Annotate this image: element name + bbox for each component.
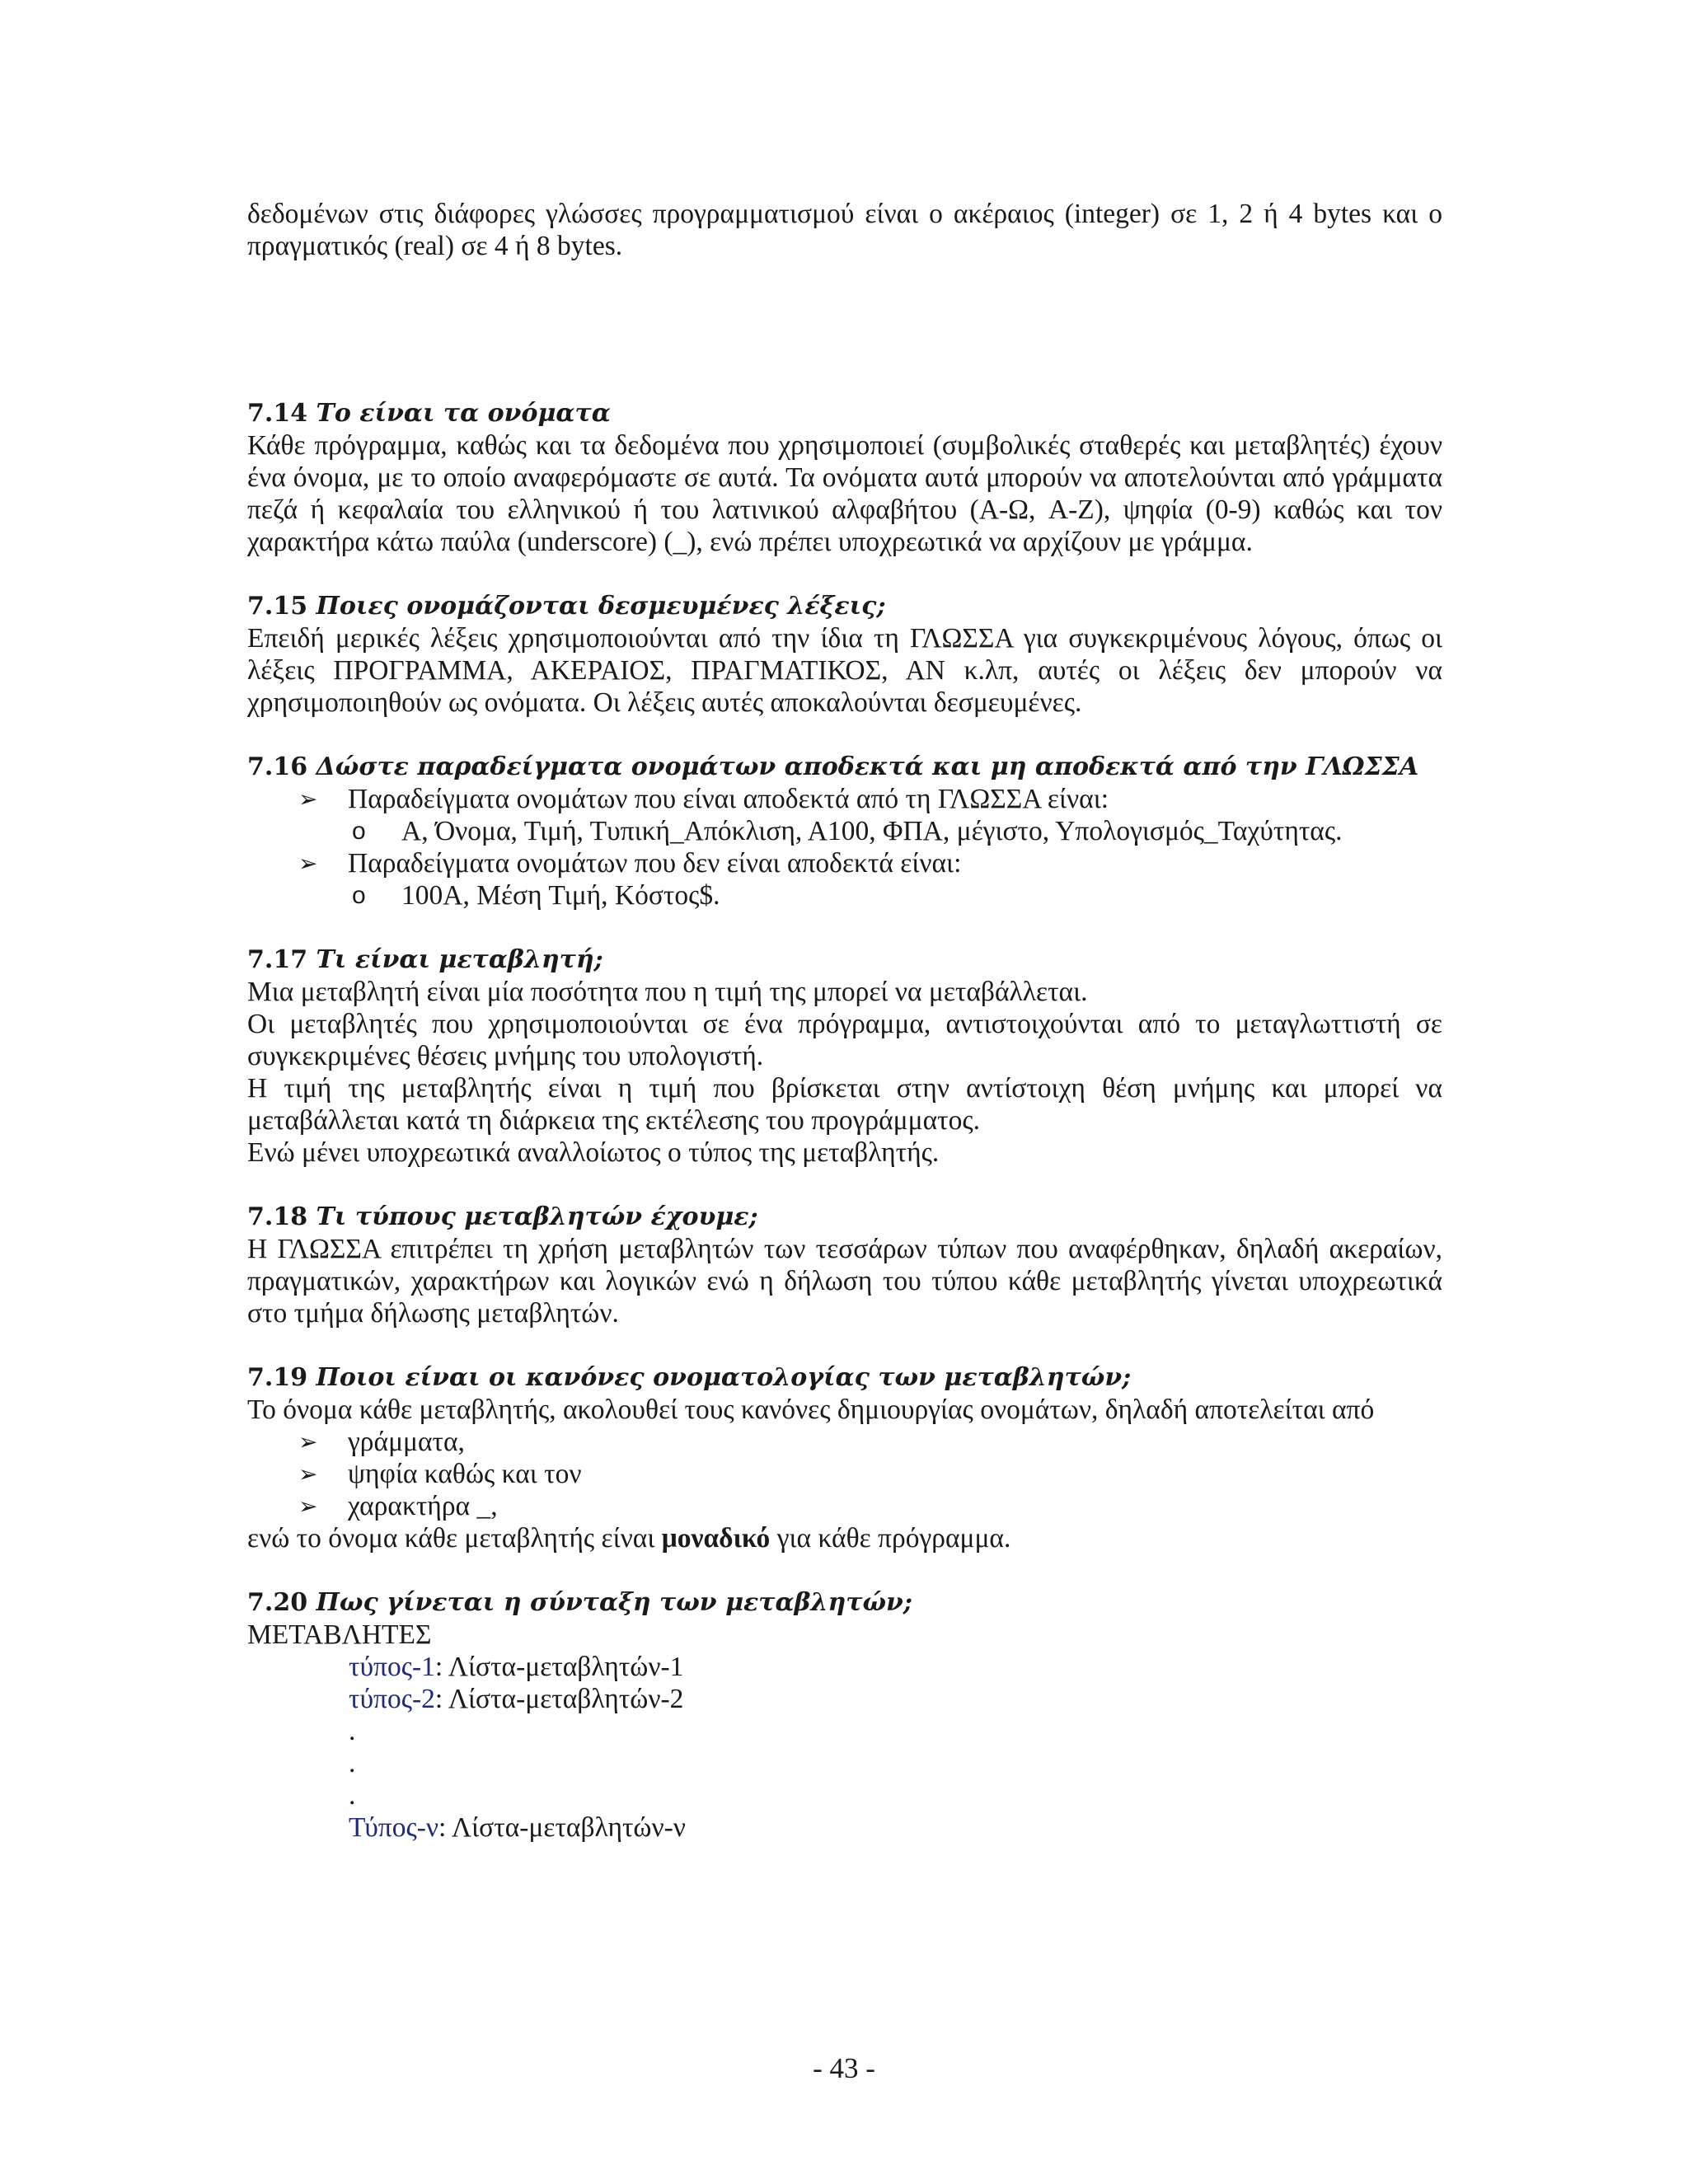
section-paragraph: Οι μεταβλητές που χρησιμοποιούνται σε ένα πρόγραμμα, αντιστοιχούνται από το μεταγλωττιστή σε συγκεκριμένες θέσεις μνήμης του υπολογιστή. (247, 1009, 1442, 1071)
ellipsis-dot: . (349, 1716, 356, 1746)
section-title: Τι τύπους μεταβλητών έχουμε; (316, 1202, 758, 1231)
section-paragraph: Επειδή μερικές λέξεις χρησιμοποιούνται από την ίδια τη ΓΛΩΣΣΑ για συγκεκριμένους λόγους, όπως οι λέξεις ΠΡΟΓΡΑΜΜΑ, ΑΚΕΡΑΙΟΣ, ΠΡΑΓΜΑΤΙΚΟΣ, ΑΝ κ.λπ, αυτές οι λέξεις δεν μπορούν να χρησιμοποιηθούν ως ονόματα. Οι λέξεις αυτές αποκαλούνται δεσμευμένες. (247, 623, 1442, 718)
page-number: - 43 - (813, 2052, 875, 2084)
declaration-line (349, 1683, 1442, 1715)
section-7-15 (247, 590, 1442, 719)
section-heading (247, 1586, 1442, 1619)
section-7-14 (247, 397, 1442, 558)
section-number: 7.15 (247, 592, 308, 621)
type-name: τύπος-2 (349, 1684, 435, 1714)
circle-bullet-icon: o (352, 882, 366, 909)
examples-list (247, 783, 1442, 912)
list-item (298, 783, 1442, 847)
declaration-keyword: ΜΕΤΑΒΛΗΤΕΣ (247, 1619, 432, 1650)
variable-list: : Λίστα-μεταβλητών-ν (438, 1812, 686, 1843)
section-heading (247, 1361, 1442, 1394)
section-number: 7.18 (247, 1202, 308, 1231)
circle-bullet-icon: o (352, 818, 366, 845)
sub-list-item (352, 815, 1442, 847)
section-title: Ποιες ονομάζονται δεσμευμένες λέξεις; (316, 592, 886, 621)
section-heading (247, 751, 1442, 783)
list-item (298, 847, 1442, 912)
section-heading (247, 1201, 1442, 1233)
arrow-bullet-icon: ➢ (298, 850, 318, 877)
declaration-line (349, 1811, 1442, 1844)
arrow-bullet-icon: ➢ (298, 1493, 318, 1520)
section-title: Πως γίνεται η σύνταξη των μεταβλητών; (316, 1588, 912, 1617)
list-item-text: γράμματα, (348, 1427, 465, 1457)
page-content (247, 198, 1442, 1844)
bold-text: μοναδικό (661, 1523, 771, 1554)
ellipsis-dot: . (349, 1748, 356, 1779)
section-heading (247, 397, 1442, 429)
sub-list-item (352, 879, 1442, 912)
section-paragraph (247, 1522, 1442, 1554)
section-paragraph: Μια μεταβλητή είναι μία ποσότητα που η τιμή της μπορεί να μεταβάλλεται. (247, 977, 1088, 1007)
arrow-bullet-icon: ➢ (298, 1428, 318, 1455)
type-name: τύπος-1 (349, 1652, 435, 1682)
section-heading (247, 944, 1442, 976)
section-7-19 (247, 1361, 1442, 1554)
sub-list (298, 815, 1442, 847)
section-title: Τι είναι μεταβλητή; (316, 945, 603, 974)
section-paragraph: Η ΓΛΩΣΣΑ επιτρέπει τη χρήση μεταβλητών των τεσσάρων τύπων που αναφέρθηκαν, δηλαδή ακεραίων, πραγματικών, χαρακτήρων και λογικών ενώ η δήλωση του τύπου κάθε μεταβλητής γίνεται υποχρεωτικά στο τμήμα δήλωσης μεταβλητών. (247, 1234, 1442, 1329)
declaration-block (247, 1651, 1442, 1844)
text-run: για κάθε πρόγραμμα. (770, 1523, 1011, 1554)
intro-paragraph: δεδομένων στις διάφορες γλώσσες προγραμματισμού είναι ο ακέραιος (integer) σε 1, 2 ή 4 bytes και ο πραγματικός (real) σε 4 ή 8 bytes. (247, 199, 1442, 261)
ellipsis-dot: . (349, 1780, 356, 1811)
arrow-bullet-icon: ➢ (298, 785, 318, 813)
section-number: 7.16 (247, 752, 308, 781)
section-title: Ποιοι είναι οι κανόνες ονοματολογίας των μεταβλητών; (316, 1363, 1132, 1392)
list-item-text: ψηφία καθώς και τον (348, 1459, 582, 1489)
section-7-18 (247, 1201, 1442, 1329)
section-7-20 (247, 1586, 1442, 1844)
section-paragraph: Το όνομα κάθε μεταβλητής, ακολουθεί τους κανόνες δημιουργίας ονομάτων, δηλαδή αποτελείται από (247, 1394, 1375, 1425)
list-item (298, 1490, 1442, 1522)
list-item-text: Παραδείγματα ονομάτων που είναι αποδεκτά από τη ΓΛΩΣΣΑ είναι: (348, 784, 1109, 814)
section-7-17 (247, 944, 1442, 1169)
section-paragraph: Κάθε πρόγραμμα, καθώς και τα δεδομένα που χρησιμοποιεί (συμβολικές σταθερές και μεταβλητές) έχουν ένα όνομα, με το οποίο αναφερόμαστε σε αυτά. Τα ονόματα αυτά μπορούν να αποτελούνται από γράμματα πεζά ή κεφαλαία του ελληνικού ή του λατινικού αλφαβήτου (Α-Ω, A-Z), ψηφία (0-9) καθώς και τον χαρακτήρα κάτω παύλα (underscore) (_), ενώ πρέπει υποχρεωτικά να αρχίζουν με γράμμα. (247, 430, 1442, 557)
naming-rules-list (247, 1426, 1442, 1522)
section-title: Το είναι τα ονόματα (316, 399, 611, 428)
section-paragraph: Ενώ μένει υποχρεωτικά αναλλοίωτος ο τύπος της μεταβλητής. (247, 1137, 940, 1168)
variable-list: : Λίστα-μεταβλητών-2 (434, 1684, 684, 1714)
section-number: 7.19 (247, 1363, 308, 1392)
arrow-bullet-icon: ➢ (298, 1460, 318, 1488)
section-7-16 (247, 751, 1442, 912)
section-heading (247, 590, 1442, 622)
list-item-text: Παραδείγματα ονομάτων που δεν είναι αποδεκτά είναι: (348, 848, 962, 879)
sub-list-item-text: 100Α, Μέση Τιμή, Κόστος$. (401, 880, 720, 911)
list-item-text: χαρακτήρα _, (348, 1491, 498, 1521)
section-number: 7.17 (247, 945, 308, 974)
text-run: ενώ το όνομα κάθε μεταβλητής είναι (247, 1523, 662, 1554)
list-item (298, 1426, 1442, 1458)
section-number: 7.20 (247, 1588, 308, 1617)
section-number: 7.14 (247, 399, 308, 428)
sub-list (298, 879, 1442, 912)
section-paragraph: Η τιμή της μεταβλητής είναι η τιμή που βρίσκεται στην αντίστοιχη θέση μνήμης και μπορεί να μεταβάλλεται κατά τη διάρκεια της εκτέλεσης του προγράμματος. (247, 1073, 1442, 1136)
type-name: Τύπος-ν (349, 1812, 439, 1843)
variable-list: : Λίστα-μεταβλητών-1 (434, 1652, 684, 1682)
sub-list-item-text: Α, Όνομα, Τιμή, Τυπική_Απόκλιση, Α100, ΦΠΑ, μέγιστο, Υπολογισμός_Ταχύτητας. (401, 816, 1343, 846)
list-item (298, 1458, 1442, 1490)
declaration-line (349, 1651, 1442, 1683)
section-title: Δώστε παραδείγματα ονομάτων αποδεκτά και μη αποδεκτά από την ΓΛΩΣΣΑ (316, 752, 1419, 781)
